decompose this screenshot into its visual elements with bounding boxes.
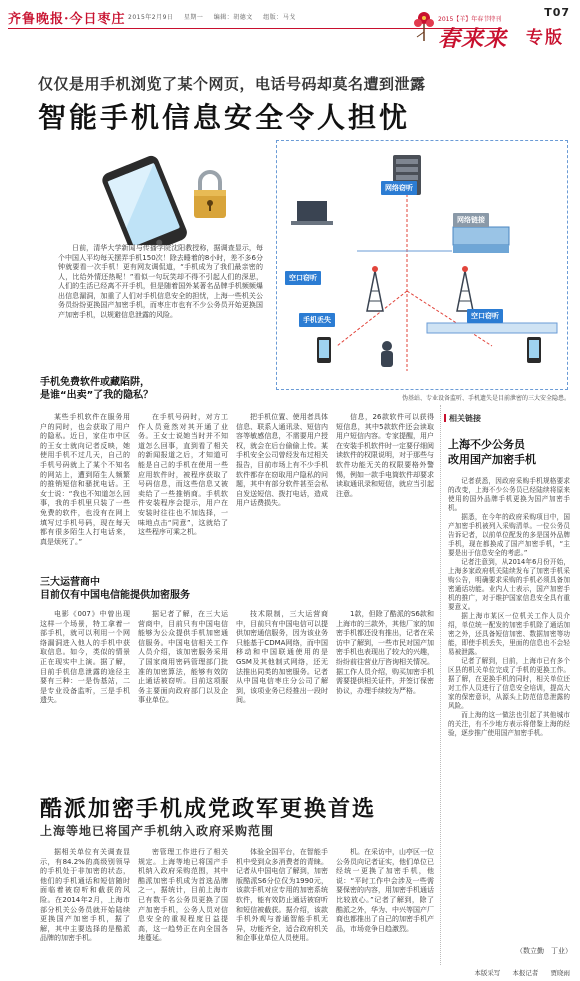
sidebar-paragraph: 记者了解到，目前，上海市已有多个区县的机关单位完成了手机的更换工作。据了解，在更换手机的同时，相关单位还对工作人员进行了信息安全培训，提高大家的保密意识，从源头上防范信息泄露的风险。: [448, 657, 570, 710]
label-phone-loss: 手机丢失: [299, 313, 335, 327]
sidebar-title-line1: 上海不少公务员: [448, 438, 525, 451]
sidebar-paragraph: 记者获悉，因政府采购手机规格要求的改变，上海不少公务员已经陆续将原来使用的国外品牌手机更换为国产加密手机。: [448, 477, 570, 512]
section2-subhead-line2: 目前仅有中国电信能提供加密服务: [40, 590, 190, 601]
section-label: 专版: [526, 28, 564, 48]
issue-meta: [128, 12, 304, 21]
section1-subhead-line1: 手机免费软件或藏陷阱，: [40, 377, 150, 388]
section2-column-4: 1款，但除了酷派的S6款和上海市的三款外，其他厂家的加密手机都还没有推出，记者在采访中了解到，一些市民对国产加密手机也表现出了较大的兴趣，纷纷前往营业厅咨询相关情况。据工作人员介绍，购买加密手机需要提供相关证件，并签订保密协议，办理手续较为严格。: [336, 610, 434, 695]
lead-title: 智能手机信息安全令人担忧: [38, 101, 411, 134]
cell-tower-right: [457, 266, 473, 311]
section2-column-2: 据记者了解，在三大运营商中，目前只有中国电信能够为公众提供手机加密通信服务。中国电信相关工作人员介绍，该加密服务采用了国家商用密码管理部门批准的加密算法，能够有效防止通话被窃听。目前这项服务主要面向政府部门以及企事业单位。: [138, 610, 228, 705]
sidebar-tag: 相关链接: [444, 413, 481, 424]
byline-role: 本版采写: [474, 969, 501, 977]
network-diagram: [276, 140, 568, 390]
page-number: T07: [544, 6, 570, 19]
sidebar-paragraph: 而上海的这一做法也引起了其他城市的关注，有不少地方表示将借鉴上海的经验，逐步推广使用国产加密手机。: [448, 711, 570, 737]
byline: [464, 968, 570, 977]
sidebar-title: [448, 437, 568, 467]
label-network-eavesdrop: 网络窃听: [381, 181, 417, 195]
issue-date: 2015年2月9日: [128, 14, 174, 21]
sidebar-paragraph: 记者注意到，从2014年6月份开始，上海多家政府机关陆续发布了加密手机采购公告，明确要求采购的手机必须具备加密通话功能。业内人士表示，国产加密手机的推广，对于维护国家信息安全具有重要意义。: [448, 558, 570, 611]
section3-column-2: 密管理工作进行了相关规定。上海等地已将国产手机纳入政府采购范围，其中酷派加密手机成为首选品牌之一，据统计，目前上海市已有数千名公务员更换了国产加密手机，公务人员对信息安全的重视程度日益提高，这一趋势正在向全国各地蔓延。: [138, 848, 228, 943]
cell-tower-left: [367, 266, 383, 311]
spring-festival-logo: [410, 4, 528, 52]
byline-name: 贾晓雨: [550, 969, 570, 977]
phone-lock-illustration: [82, 150, 252, 245]
section2-subhead-line1: 三大运营商中: [40, 577, 100, 588]
newspaper-brand: 齐鲁晚报·今日枣庄: [8, 12, 126, 27]
flower-icon: [410, 8, 438, 42]
section1-column-2: 在手机号码时，对方工作人员竟然对其开通了业务。王女士说她当时并不知道怎么回事，直到看了相关的新闻报道之后，才知道可能是自己的手机在使用一些应用软件时，被程序获取了号码信息，而这些信息又被卖给了一些推销商。手机软件安装程序会提示，用户在安装时往往也不加选择，一味地点击“同意”，这就给了这些程序可乘之机。: [138, 413, 228, 537]
network-diagram-graphic: [277, 141, 569, 391]
section1-column-1: 某些手机软件在服务用户的同时，也会获取了用户的隐私。近日，家住市中区的王女士就向记者反映，她使用手机不过几天，自己的手机号码就上了某个不知名的网站上，遭到陌生人频繁的推销短信和骚扰电话。王女士说：“我也不知道怎么回事，我的手机里只装了一些免费的软件，也没有在网上填写过手机号码，现在每天都有很多陌生人打电话来，真是烦死了。”: [40, 413, 130, 546]
section3-column-3: 体验全国平台，在智能手机中受到众多消费者的青睐。记者从中国电信了解到，加密版酷派S6分位仅为1990元，该款手机对应专用的加密系统软件，能有效防止通话被窃听和短信被截获。据介绍，该款手机外观与普通智能手机无异，功能齐全，适合政府机关和企事业单位人员使用。: [236, 848, 328, 943]
section1-column-4: 信息，26款软件可以获得短信息，其中5款软件还会读取用户短信内容。专家提醒，用户在安装手机软件时一定要仔细阅读软件的权限说明，对于那些与软件功能无关的权限要格外警惕，例如一款手电筒软件却要求读取通讯录和短信，就应当引起注意。: [336, 413, 434, 498]
lead-kicker: 仅仅是用手机浏览了某个网页，电话号码却莫名遭到泄露: [38, 75, 426, 93]
section1-subhead: [40, 376, 270, 402]
issue-editor: 编辑：胡德文: [213, 14, 253, 21]
section3-title: 酷派加密手机成党政军更换首选: [40, 797, 377, 822]
label-air-eavesdrop-left: 空口窃听: [285, 271, 321, 285]
label-air-eavesdrop-right: 空口窃听: [467, 309, 503, 323]
lead-intro: 日前，清华大学新闻与传播学院沈阳教授称，据调查显示，每个中国人平均每天摆弄手机150次！除去睡着的8小时，差不多6分钟就要看一次手机！更有网友调侃道，“手机成为了我们最亲密的人，比给外情还热呢！”看似一句玩笑却不得不引起人们的深思，人们的生活已经离不开手机，但是随着国外某著名品牌手机频频爆出信息漏洞，加重了人们对手机信息安全的担忧，上海一些机关公务员纷纷更换国产加密手机，而枣庄市也有不少公务员开始更换国产加密手机，以规避信息泄露的风险。: [58, 244, 263, 319]
logo-text: 春来来: [438, 26, 508, 52]
masthead: [0, 0, 580, 62]
issue-weekday: 星期一: [183, 14, 204, 21]
sidebar-paragraph: 据悉，在今年的政府采购项目中，国产加密手机被列入采购清单。一位公务员告诉记者，以前单位配发的多是国外品牌手机，现在都换成了国产加密手机，“主要是出于信息安全的考虑。”: [448, 513, 570, 557]
section2-subhead: [40, 576, 370, 602]
section3-subtitle: 上海等地已将国产手机纳入政府采购范围: [40, 824, 275, 838]
section3-column-1: 据相关单位有关调查显示，有84.2%的高级别领导的手机处于非加密的状态，他们的手机通话和短信随时面临着被窃听和截获的风险。在2014年2月，上海市部分机关公务员就开始陆续更换国产加密手机，据了解，其中主要选择的是酷派品牌的加密手机。: [40, 848, 130, 943]
sidebar-signature: （数立勤 丁业）: [516, 947, 572, 955]
sidebar-paragraph: 据上海市某区一位机关工作人员介绍，单位统一配发的加密手机除了通话加密之外，还具备短信加密、数据加密等功能，即使手机丢失，里面的信息也不会轻易被泄露。: [448, 612, 570, 656]
issue-designer: 组版：马戈: [263, 14, 296, 21]
section1-subhead-line2: 是谁“出卖”了我的隐私？: [40, 390, 154, 401]
logo-year: 2015【羊】年春节特刊: [438, 16, 502, 23]
related-link-sidebar: [444, 405, 574, 950]
section1-column-3: 把手机位置、使用者具体信息、联系人通讯录、短信内容等敏感信息，不需要用户授权，就会在后台偷偷上传。某手机安全公司曾经发布过相关报告，目前市场上有不少手机软件都存在窃取用户隐私的问题，其中有部分软件甚至会私自发送短信、拨打电话，造成用户话费损失。: [236, 413, 328, 508]
section2-column-1: 电影《007》中曾出现这样一个场景，特工拿着一部手机，就可以利用一个网络漏洞进入他人的手机中获取信息。如今，类似的情景正在现实中上演。据了解，目前手机信息泄露的途径主要有三种：一是伪基站，二是专业设备监听，三是手机遗失。: [40, 610, 130, 705]
label-network-link: 网络链接: [453, 213, 489, 227]
section3-column-4: 机。在采访中，山亭区一位公务员向记者证实，他们单位已经统一更换了加密手机，他说：“平时工作中会涉及一些需要保密的内容，用加密手机通话比较放心。”记者了解到，除了酷派之外，华为、中兴等国产厂商也都推出了自己的加密手机产品，市场竞争日趋激烈。: [336, 848, 434, 933]
sidebar-title-line2: 改用国产加密手机: [448, 453, 536, 466]
byline-title: 本报记者: [512, 969, 539, 977]
sidebar-divider: [440, 405, 441, 965]
sidebar-body: [448, 477, 570, 932]
diagram-caption: 伪基站、专业设备监听、手机遗失是目前泄密的三大安全隐患。: [401, 395, 570, 402]
section2-column-3: 技术限制，三大运营商中，目前只有中国电信可以提供加密通信服务，因为该业务只能基于CDMA网络，而中国移动和中国联通使用的是GSM及其他制式网络，还无法推出同类的加密服务。记者从中国电信枣庄分公司了解到，该项业务已经推出一段时间。: [236, 610, 328, 705]
